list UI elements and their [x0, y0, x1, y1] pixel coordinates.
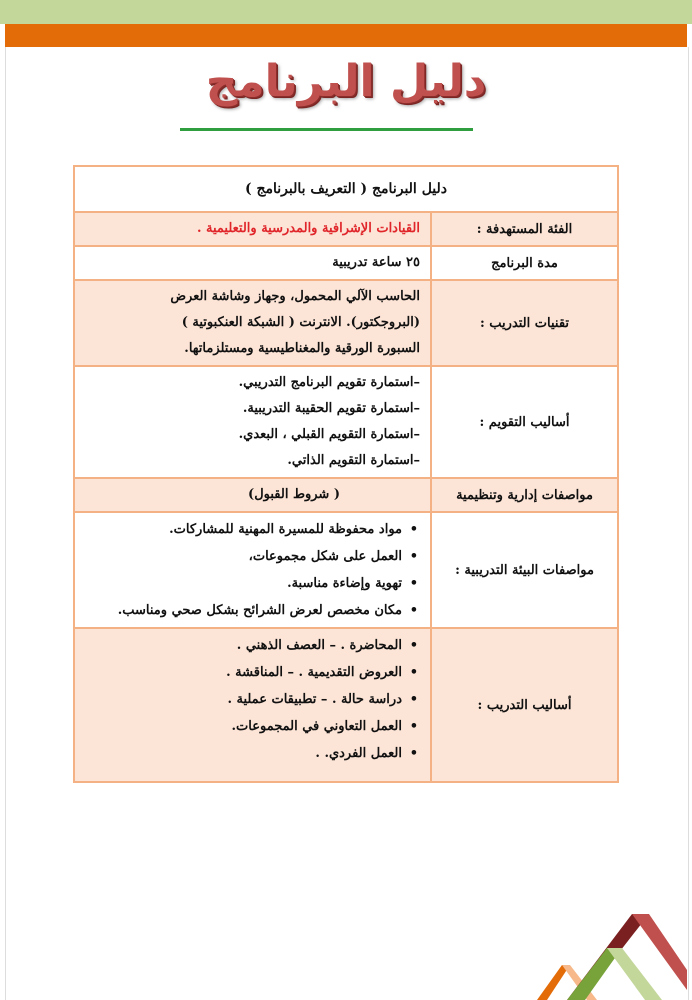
list-item: • العمل الفردي. .: [85, 740, 402, 767]
title-underline: [180, 128, 473, 131]
program-guide-table: [73, 165, 619, 783]
target-value: القيادات الإشرافية والمدرسية والتعليمية .: [74, 212, 431, 246]
list-item: • المحاضرة . – العصف الذهني .: [85, 632, 402, 659]
table-header: دليل البرنامج ( التعريف بالبرنامج ): [74, 166, 618, 212]
tech-line: الحاسب الآلي المحمول، وجهاز وشاشة العرض: [170, 289, 420, 304]
list-item: • دراسة حالة . – تطبيقات عملية .: [85, 686, 402, 713]
methods-value: [74, 628, 431, 782]
table-row: [74, 366, 618, 478]
list-item: • العروض التقديمية . – المناقشة .: [85, 659, 402, 686]
mountains-logo-icon: [537, 910, 687, 1000]
target-label: الفئة المستهدفة :: [431, 212, 618, 246]
table-row: [74, 212, 618, 246]
duration-value: ٢٥ ساعة تدريبية: [74, 246, 431, 280]
env-value: [74, 512, 431, 628]
tech-line: (البروجكتور). الانترنت ( الشبكة العنكبوتية ): [181, 315, 420, 330]
eval-line: –استمارة التقويم القبلي ، البعدي.: [238, 427, 420, 442]
top-orange-bar: [5, 24, 687, 47]
tech-line: السبورة الورقية والمغناطيسية ومستلزماتها.: [184, 341, 420, 356]
tech-label: تقنيات التدريب :: [431, 280, 618, 366]
list-item: • مكان مخصص لعرض الشرائح بشكل صحي ومناسب.: [85, 597, 402, 624]
tech-value: [74, 280, 431, 366]
eval-value: [74, 366, 431, 478]
list-item: • العمل على شكل مجموعات،: [85, 543, 402, 570]
env-label: مواصفات البيئة التدريبية :: [431, 512, 618, 628]
eval-line: –استمارة تقويم الحقيبة التدريبية.: [242, 401, 420, 416]
table-row: [74, 628, 618, 782]
table-row: [74, 280, 618, 366]
list-item: • مواد محفوظة للمسيرة المهنية للمشاركات.: [85, 516, 402, 543]
page-title: دليل البرنامج: [205, 56, 487, 107]
admin-value: ( شروط القبول): [74, 478, 431, 512]
methods-label: أساليب التدريب :: [431, 628, 618, 782]
eval-line: –استمارة تقويم البرنامج التدريبي.: [238, 375, 420, 390]
table-row: [74, 246, 618, 280]
table-row: [74, 512, 618, 628]
duration-label: مدة البرنامج: [431, 246, 618, 280]
list-item: • تهوية وإضاءة مناسبة.: [85, 570, 402, 597]
table-row: [74, 478, 618, 512]
eval-line: –استمارة التقويم الذاتي.: [287, 453, 420, 468]
top-green-bar: [0, 0, 692, 24]
list-item: • العمل التعاوني في المجموعات.: [85, 713, 402, 740]
eval-label: أساليب التقويم :: [431, 366, 618, 478]
admin-label: مواصفات إدارية وتنظيمية: [431, 478, 618, 512]
